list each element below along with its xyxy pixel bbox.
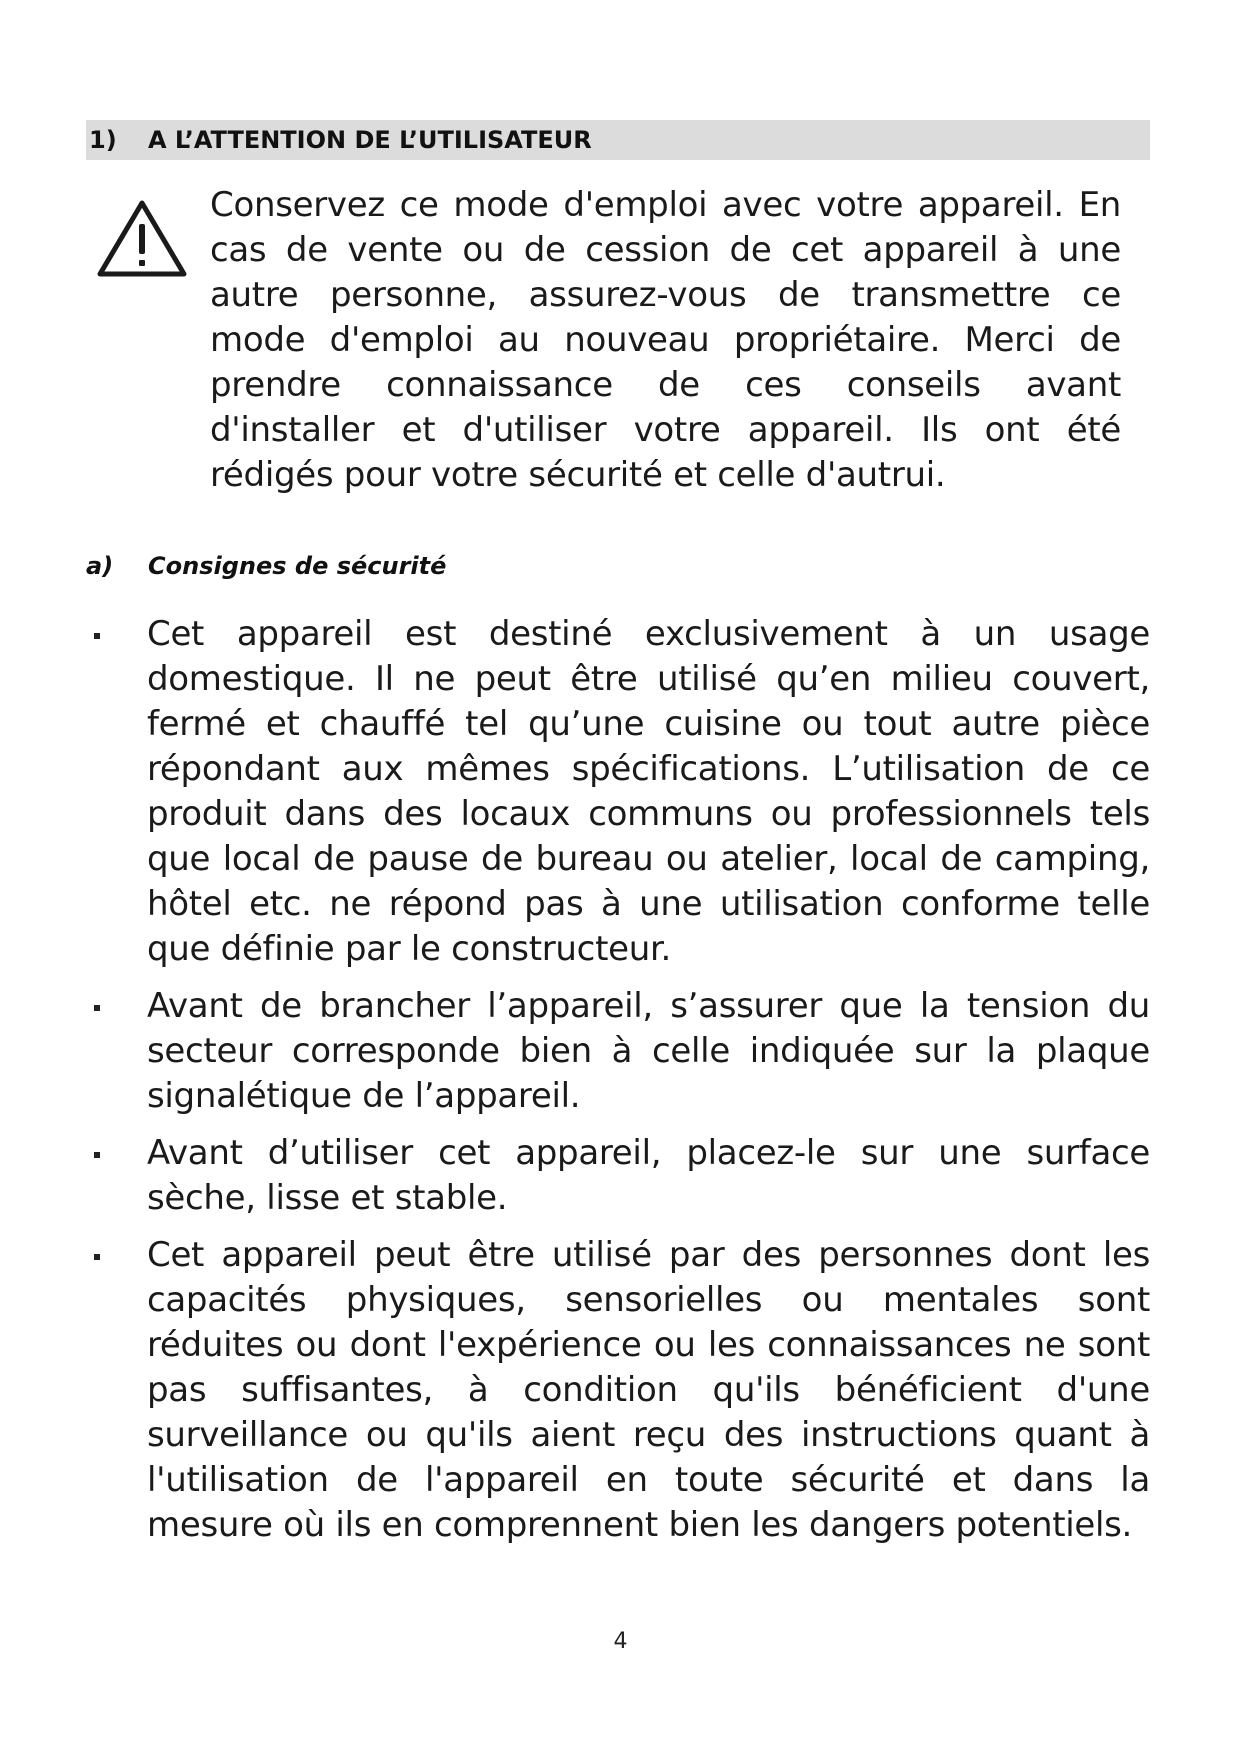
list-item-text: Cet appareil peut être utilisé par des personnes dont les capacités physiques, sensorielles ou mentales sont réduites ou dont l'expérience ou les connaissances ne sont pas suffisantes, à condition qu'ils bénéficient d'une surveillance ou qu'ils aient reçu des instructions quant à l'utilisation de l'appareil en toute sécurité et dans la mesure où ils en comprennent bien les dangers potentiels.	[147, 1235, 1150, 1545]
warning-triangle-icon	[96, 198, 188, 278]
subsection-title: Consignes de sécurité	[148, 552, 447, 580]
page-number: 4	[613, 1629, 628, 1654]
list-item	[86, 984, 1150, 1119]
subsection-number: a)	[86, 552, 114, 580]
list-item-text: Cet appareil est destiné exclusivement à un usage domestique. Il ne peut être utilisé qu’en milieu couvert, fermé et chauffé tel qu’une cuisine ou tout autre pièce répondant aux mêmes spécifications. L’utilisation de ce produit dans des locaux communs ou professionnels tels que local de pause de bureau ou atelier, local de camping, hôtel etc. ne répond pas à une utilisation conforme telle que définie par le constructeur.	[147, 614, 1150, 969]
list-item-text: Avant de brancher l’appareil, s’assurer que la tension du secteur corresponde bien à celle indiquée sur la plaque signalétique de l’appareil.	[147, 986, 1150, 1116]
section-number: 1)	[89, 126, 117, 154]
safety-instructions-list	[86, 612, 1150, 1560]
list-item	[86, 1131, 1150, 1221]
section-title: A L’ATTENTION DE L’UTILISATEUR	[148, 126, 592, 154]
bullet-icon	[94, 1005, 100, 1011]
list-item-text: Avant d’utiliser cet appareil, placez-le sur une surface sèche, lisse et stable.	[147, 1133, 1150, 1218]
list-item	[86, 612, 1150, 972]
subsection-heading	[86, 552, 446, 580]
bullet-icon	[94, 1152, 100, 1158]
bullet-icon	[94, 633, 100, 639]
list-item	[86, 1233, 1150, 1548]
intro-paragraph: Conservez ce mode d'emploi avec votre appareil. En cas de vente ou de cession de cet appareil à une autre personne, assurez-vous de transmettre ce mode d'emploi au nouveau propriétaire. Merci de prendre connaissance de ces conseils avant d'installer et d'utiliser votre appareil. Ils ont été rédigés pour votre sécurité et celle d'autrui.	[210, 185, 1121, 495]
bullet-icon	[94, 1254, 100, 1260]
section-header	[86, 120, 1150, 160]
